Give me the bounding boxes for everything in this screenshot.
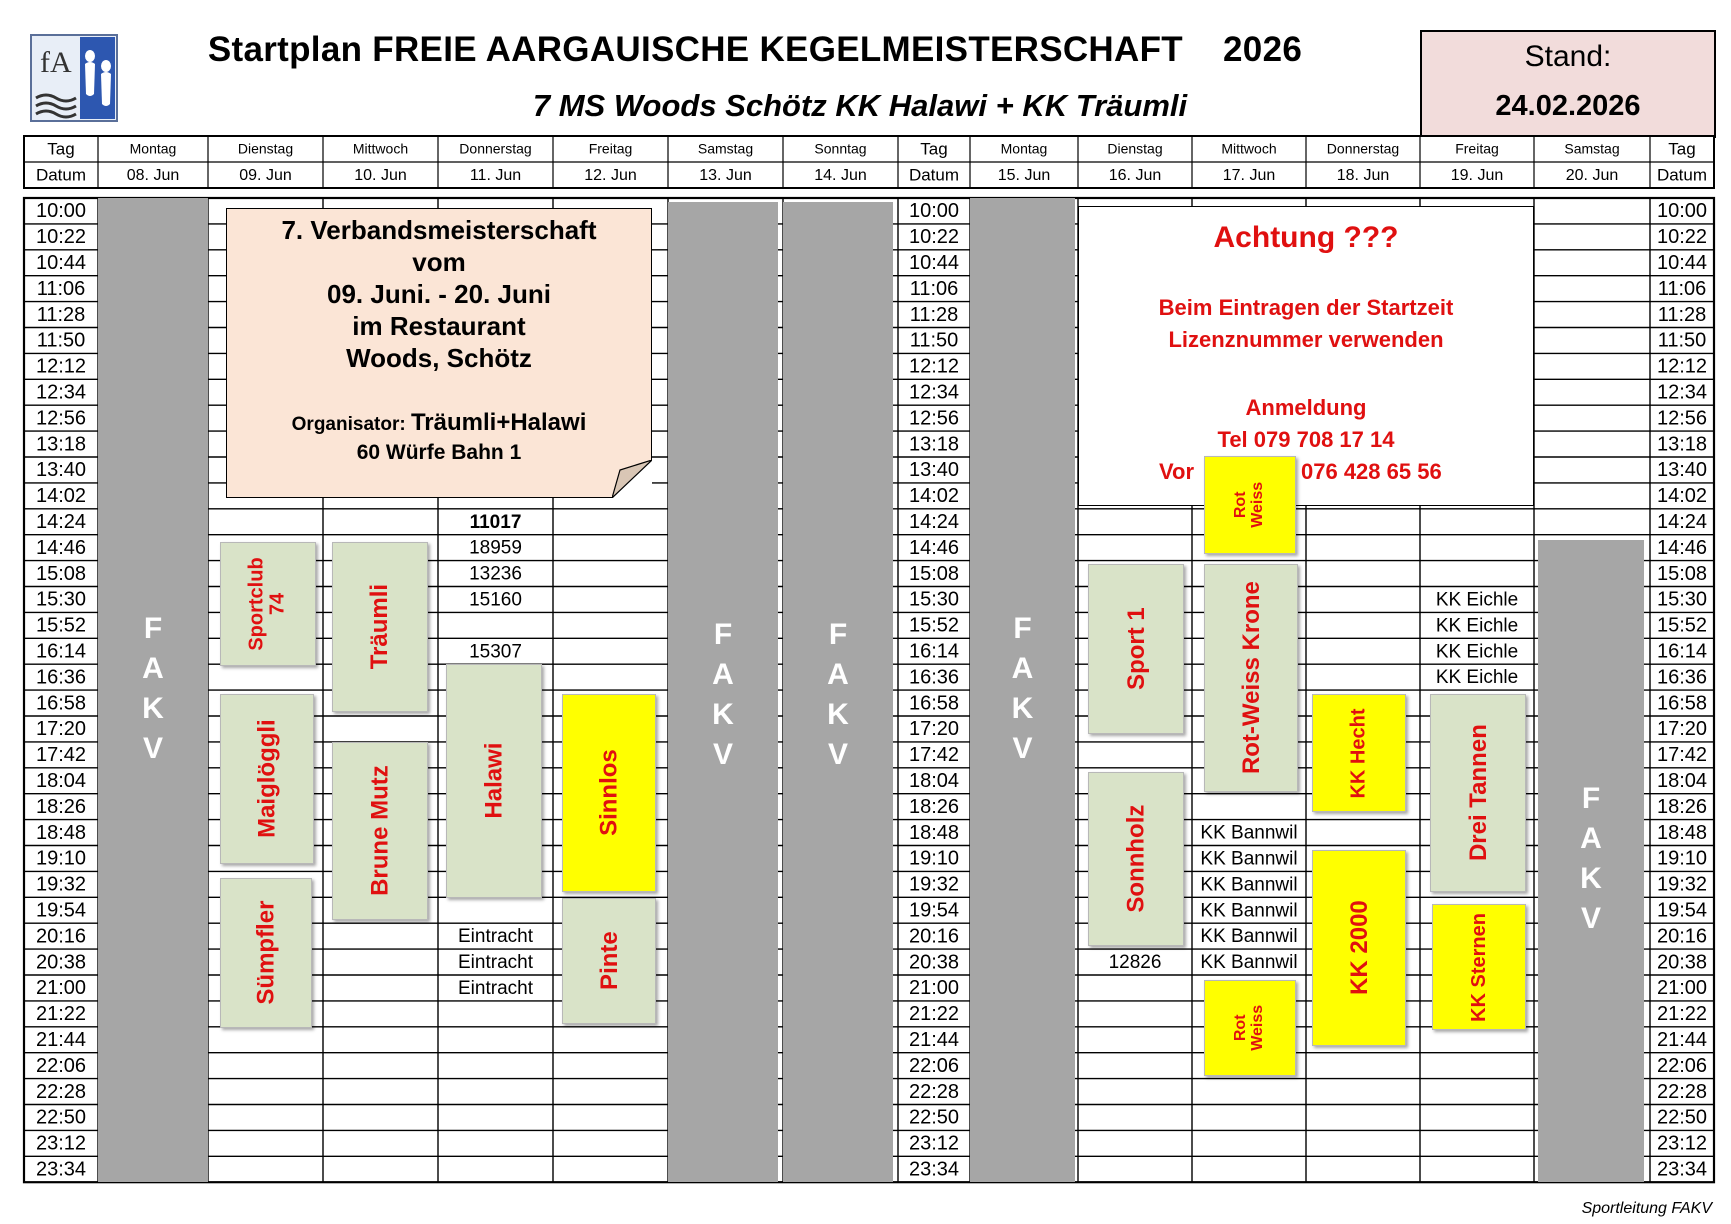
time-label: 11:50 (36, 329, 86, 352)
fakv-bar (1538, 540, 1644, 1182)
time-label: 17:20 (35, 718, 87, 741)
time-label: 11:50 (1657, 329, 1707, 352)
team-block (220, 694, 314, 864)
header-day-date: 12. Jun (584, 167, 637, 185)
header-day-date: 09. Jun (239, 167, 292, 185)
time-label: 22:06 (35, 1054, 87, 1077)
fakv-letter: F (1013, 612, 1032, 645)
time-label: 22:28 (908, 1080, 960, 1103)
time-label: 16:36 (35, 666, 87, 689)
time-label: 22:06 (908, 1054, 960, 1077)
time-label: 20:38 (1656, 951, 1708, 974)
fakv-letter: F (828, 618, 848, 651)
cell-entry: 13236 (469, 563, 522, 585)
team-block-label: KK Hecht (1347, 707, 1370, 799)
team-block-label: Sport 1 (1122, 607, 1150, 691)
cell-entry: KK Bannwil (1200, 952, 1298, 974)
team-block-label: Rot Weiss (1232, 1005, 1266, 1051)
time-label: 16:58 (1656, 692, 1708, 715)
time-label: 18:48 (908, 821, 960, 844)
time-label: 19:54 (908, 899, 960, 922)
header-day-name: Montag (129, 140, 177, 157)
time-label: 12:34 (1656, 381, 1708, 404)
team-block (562, 898, 656, 1024)
time-label: 10:00 (908, 200, 960, 223)
header-day-name: Freitag (588, 140, 633, 157)
time-label: 22:50 (35, 1106, 87, 1129)
time-label: 13:18 (908, 433, 960, 456)
time-label: 15:30 (908, 588, 960, 611)
team-block (1430, 694, 1526, 892)
time-label: 15:52 (35, 614, 87, 637)
svg-text:fA: fA (40, 46, 72, 79)
time-label: 19:32 (908, 873, 960, 896)
fakv-letter: V (1012, 732, 1033, 765)
time-label: 22:50 (1656, 1106, 1708, 1129)
time-label: 12:12 (908, 355, 960, 378)
time-label: 18:48 (1656, 821, 1708, 844)
time-label: 14:46 (1656, 536, 1708, 559)
time-label: 10:00 (35, 200, 87, 223)
team-block (1312, 694, 1406, 812)
warning-line-2: Lizenznummer verwenden (1168, 327, 1444, 352)
time-label: 14:24 (35, 511, 87, 534)
fakv-bar (98, 198, 208, 1182)
time-label: 17:42 (908, 744, 960, 767)
time-label: 16:14 (35, 640, 87, 663)
info-line-2: vom (412, 247, 466, 277)
fakv-letter: A (712, 658, 734, 691)
fakv-letter: F (1581, 782, 1601, 815)
team-block-label: Rot Weiss (1232, 482, 1266, 528)
team-block (220, 878, 312, 1028)
header-day-name: Donnerstag (1326, 140, 1400, 157)
header-day-name: Dienstag (1107, 140, 1163, 157)
team-block (332, 542, 428, 712)
time-label: 18:26 (908, 795, 960, 818)
fakv-letter: A (142, 652, 164, 685)
team-block-label: KK Sternen (1467, 912, 1490, 1022)
page-subtitle: 7 MS Woods Schötz KK Halawi + KK Träumli (532, 88, 1188, 123)
time-label: 12:56 (1656, 407, 1708, 430)
cell-entry: KK Bannwil (1200, 926, 1298, 948)
team-block (446, 664, 542, 898)
time-label: 18:04 (1656, 770, 1708, 793)
time-label: 10:44 (35, 252, 87, 275)
header-day-name: Mittwoch (1221, 140, 1277, 157)
time-label: 11:50 (909, 329, 959, 352)
time-label: 14:02 (908, 485, 960, 508)
fakv-letter: K (142, 692, 164, 725)
time-label: 16:14 (908, 640, 960, 663)
time-label: 20:16 (1656, 925, 1708, 948)
time-label: 11:28 (36, 303, 86, 326)
team-block (1088, 772, 1184, 946)
time-label: 13:40 (35, 459, 87, 482)
time-label: 18:48 (35, 821, 87, 844)
header-datum-label: Datum (1656, 165, 1708, 185)
fakv-letter: K (712, 698, 734, 731)
time-label: 15:52 (1656, 614, 1708, 637)
time-label: 16:36 (908, 666, 960, 689)
header-datum-label: Datum (908, 165, 960, 185)
team-block (1204, 456, 1296, 554)
team-block-label: Maiglöggli (253, 719, 281, 839)
team-block-label: Halawi (480, 742, 508, 820)
organisator-label: Organisator: (291, 414, 411, 435)
time-label: 12:56 (35, 407, 87, 430)
time-label: 15:30 (1656, 588, 1708, 611)
fakv-letter: A (827, 658, 849, 691)
team-block-label: Rot-Weiss Krone (1237, 581, 1265, 775)
header-day-name: Mittwoch (352, 140, 409, 157)
team-block-label: Sümpfler (252, 900, 280, 1006)
info-line-4: im Restaurant (352, 311, 526, 341)
warning-box (1078, 206, 1534, 506)
team-block-label: Sonnholz (1122, 805, 1150, 913)
time-label: 19:10 (908, 847, 960, 870)
header-tag-label: Tag (47, 139, 75, 159)
team-block (220, 542, 316, 666)
time-label: 23:12 (908, 1132, 960, 1155)
time-label: 14:02 (35, 485, 87, 508)
header-day-date: 13. Jun (699, 167, 752, 185)
time-label: 14:24 (908, 511, 960, 534)
time-label: 15:08 (908, 562, 960, 585)
time-label: 23:12 (1656, 1132, 1708, 1155)
time-label: 18:04 (35, 770, 87, 793)
cell-entry: KK Eichle (1435, 615, 1519, 637)
time-label: 21:44 (1656, 1029, 1708, 1052)
time-label: 13:18 (35, 433, 87, 456)
time-label: 12:56 (908, 407, 960, 430)
time-label: 21:00 (908, 977, 960, 1000)
info-line-1: 7. Verbandsmeisterschaft (281, 215, 597, 245)
cell-entry: KK Bannwil (1200, 848, 1298, 870)
time-label: 17:20 (1656, 718, 1708, 741)
warning-line-5-suffix: 076 428 65 56 (1301, 459, 1442, 484)
info-line-3: 09. Juni. - 20. Juni (327, 279, 551, 309)
time-label: 22:50 (908, 1106, 960, 1129)
team-block (332, 742, 428, 920)
header-day-date: 19. Jun (1450, 167, 1504, 185)
team-block (562, 694, 656, 892)
time-label: 11:06 (909, 277, 959, 300)
header-day-name: Donnerstag (459, 140, 532, 157)
time-label: 14:46 (35, 536, 87, 559)
time-label: 14:24 (1656, 511, 1708, 534)
time-label: 21:44 (35, 1029, 87, 1052)
header-day-name: Samstag (697, 140, 754, 157)
warning-title: Achtung ??? (1213, 221, 1399, 254)
header-day-name: Montag (1000, 140, 1048, 157)
time-label: 21:22 (908, 1003, 960, 1026)
fakv-bar (783, 202, 893, 1182)
time-label: 16:36 (1656, 666, 1708, 689)
time-label: 20:38 (908, 951, 960, 974)
cell-entry: KK Eichle (1435, 589, 1519, 611)
fakv-bar (668, 202, 778, 1182)
warning-line-5-prefix: Vor (1159, 459, 1195, 484)
time-label: 10:44 (908, 252, 960, 275)
header-day-date: 16. Jun (1108, 167, 1162, 185)
cell-entry: Eintracht (458, 926, 533, 948)
header-day-date: 17. Jun (1222, 167, 1276, 185)
time-label: 16:14 (1656, 640, 1708, 663)
warning-line-1: Beim Eintragen der Startzeit (1158, 295, 1454, 320)
time-label: 21:22 (35, 1003, 87, 1026)
time-label: 19:54 (1656, 899, 1708, 922)
team-block-label: Träumli (366, 584, 394, 670)
header-day-name: Freitag (1455, 140, 1499, 157)
fakv-letter: K (1011, 692, 1034, 725)
time-label: 15:08 (1656, 562, 1708, 585)
cell-entry: KK Bannwil (1200, 822, 1298, 844)
time-label: 10:22 (35, 226, 87, 249)
team-block (1204, 980, 1296, 1076)
time-label: 21:44 (908, 1029, 960, 1052)
time-label: 23:34 (35, 1158, 87, 1181)
header-day-date: 14. Jun (814, 167, 867, 185)
info-line-7: 60 Würfe Bahn 1 (356, 441, 522, 464)
time-label: 22:28 (35, 1080, 87, 1103)
time-label: 11:28 (909, 303, 959, 326)
time-label: 14:02 (1656, 485, 1708, 508)
cell-entry: KK Bannwil (1200, 874, 1298, 896)
time-label: 10:44 (1656, 252, 1708, 275)
time-label: 15:30 (35, 588, 87, 611)
time-label: 20:16 (908, 925, 960, 948)
page-curl-icon (612, 460, 652, 498)
time-label: 23:34 (1656, 1158, 1708, 1181)
page-title: Startplan FREIE AARGAUISCHE KEGELMEISTERSCHAFT 2026 (207, 30, 1303, 69)
header-day-date: 10. Jun (354, 167, 407, 185)
cell-entry: KK Bannwil (1200, 900, 1298, 922)
team-block-label: KK 2000 (1345, 900, 1373, 996)
team-block (1088, 564, 1184, 734)
time-label: 12:12 (35, 355, 87, 378)
time-label: 13:40 (908, 459, 960, 482)
header-day-name: Sonntag (814, 140, 867, 157)
fakv-letter: V (1580, 902, 1601, 935)
fakv-letter: V (712, 738, 733, 771)
time-label: 16:58 (35, 692, 87, 715)
fakv-letter: F (143, 612, 163, 645)
footer-text: Sportleitung FAKV (1581, 1200, 1712, 1217)
time-label: 23:34 (908, 1158, 960, 1181)
fakv-letter: F (713, 618, 733, 651)
fakv-letter: A (1580, 822, 1602, 855)
time-label: 19:54 (35, 899, 87, 922)
time-label: 22:06 (1656, 1054, 1708, 1077)
organisator-value: Träumli+Halawi (410, 409, 587, 436)
team-block-label: Sinnlos (595, 749, 623, 837)
time-label: 18:04 (908, 770, 960, 793)
cell-entry: 12826 (1108, 952, 1162, 974)
time-label: 16:58 (908, 692, 960, 715)
time-label: 18:26 (1656, 795, 1708, 818)
time-label: 20:38 (35, 951, 87, 974)
team-block (1312, 850, 1406, 1046)
time-label: 10:00 (1656, 200, 1708, 223)
time-label: 21:00 (1656, 977, 1708, 1000)
time-label: 11:06 (1657, 277, 1707, 300)
info-organisator (227, 409, 651, 437)
time-label: 14:46 (908, 536, 960, 559)
team-block-label: Pinte (595, 931, 623, 991)
time-label: 15:52 (908, 614, 960, 637)
team-block-label: Sportclub 74 (246, 557, 289, 651)
header-day-name: Samstag (1564, 140, 1620, 157)
fakv-letter: V (827, 738, 848, 771)
time-label: 17:42 (35, 744, 87, 767)
header-day-date: 18. Jun (1336, 167, 1390, 185)
time-label: 21:22 (1656, 1003, 1708, 1026)
cell-entry: KK Eichle (1435, 641, 1519, 663)
time-label: 12:12 (1656, 355, 1708, 378)
fakv-letter: A (1011, 652, 1034, 685)
time-label: 19:32 (1656, 873, 1708, 896)
fakv-letter: K (827, 698, 849, 731)
time-label: 10:22 (1656, 226, 1708, 249)
time-label: 12:34 (35, 381, 87, 404)
time-label: 10:22 (908, 226, 960, 249)
cell-entry: 11017 (469, 511, 522, 533)
time-label: 19:10 (35, 847, 87, 870)
header-tag-label: Tag (920, 139, 948, 159)
time-label: 12:34 (908, 381, 960, 404)
time-label: 23:12 (35, 1132, 87, 1155)
time-label: 18:26 (35, 795, 87, 818)
time-label: 21:00 (35, 977, 87, 1000)
warning-line-3: Anmeldung (1245, 395, 1367, 420)
fakv-bar (970, 198, 1075, 1182)
time-label: 11:06 (36, 277, 86, 300)
warning-line-4: Tel 079 708 17 14 (1217, 427, 1395, 452)
time-label: 20:16 (35, 925, 87, 948)
team-block-label: Brune Mutz (366, 765, 394, 897)
time-label: 22:28 (1656, 1080, 1708, 1103)
header-day-name: Dienstag (237, 140, 294, 157)
header-day-date: 15. Jun (997, 167, 1051, 185)
time-label: 19:32 (35, 873, 87, 896)
team-block (1432, 904, 1526, 1030)
info-box (226, 208, 652, 498)
time-label: 17:42 (1656, 744, 1708, 767)
time-label: 19:10 (1656, 847, 1708, 870)
time-label: 13:18 (1656, 433, 1708, 456)
fakv-letter: K (1580, 862, 1602, 895)
header-day-date: 08. Jun (126, 167, 180, 185)
time-label: 11:28 (1657, 303, 1707, 326)
cell-entry: 18959 (469, 537, 522, 559)
info-line-5: Woods, Schötz (346, 343, 532, 373)
header-tag-label: Tag (1668, 139, 1696, 159)
time-label: 13:40 (1656, 459, 1708, 482)
stand-date: 24.02.2026 (1495, 90, 1641, 122)
cell-entry: Eintracht (458, 952, 533, 974)
team-block (1204, 564, 1298, 792)
cell-entry: 15160 (469, 589, 522, 611)
cell-entry: KK Eichle (1435, 667, 1519, 689)
cell-entry: 15307 (469, 641, 522, 663)
header-datum-label: Datum (35, 165, 87, 185)
header-day-date: 20. Jun (1565, 167, 1619, 185)
time-label: 15:08 (35, 562, 87, 585)
team-block-label: Drei Tannen (1464, 724, 1492, 862)
fakv-letter: V (142, 732, 163, 765)
stand-label: Stand: (1524, 40, 1612, 73)
cell-entry: Eintracht (458, 977, 533, 999)
header-day-date: 11. Jun (469, 167, 522, 185)
time-label: 17:20 (908, 718, 960, 741)
